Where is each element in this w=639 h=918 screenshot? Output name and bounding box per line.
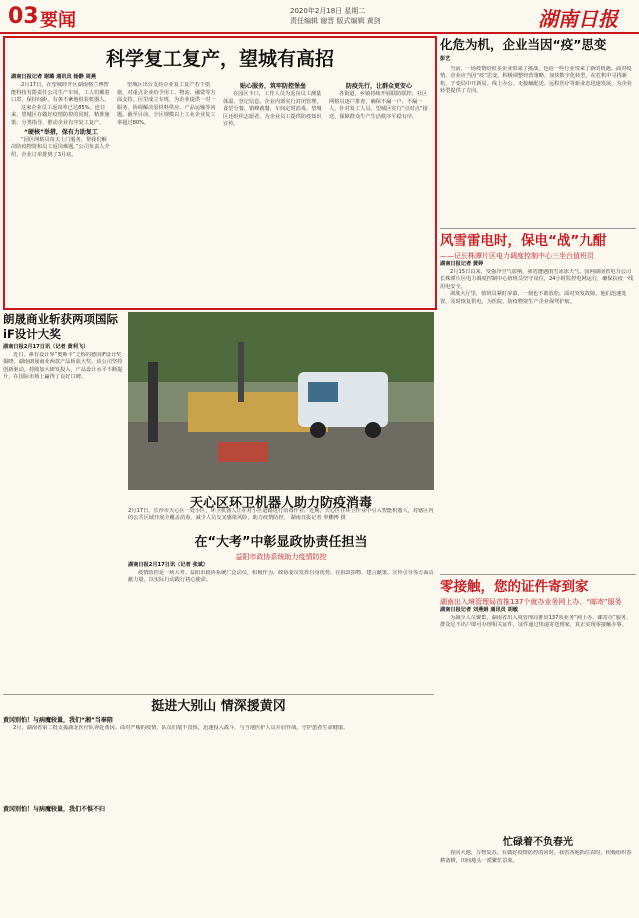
exit-entry-byline: 湖南日报记者 刘燕娟 通讯员 胡敏 bbox=[440, 607, 519, 613]
lead-paragraph: 在园区卡口，工作人员为返岗员工测量体温、登记信息。企业内部实行封闭管理，食堂分餐、错峰就餐，车间定时消毒。望城区还组织志愿者，为企业员工提供防疫知识宣传。 bbox=[223, 91, 322, 128]
commentary-paragraph: 当前，一场疫情给很多企业带来了挑战，也给一些行业带来了新的机遇。面对疫情，企业应当因“疫”思变，积极调整经营策略，加快数字化转型，在危机中寻找新机，于变局中开新局。线上办公、无接触配送、远程医疗等新业态迅速发展，为企业转型提供了方向。 bbox=[440, 65, 632, 95]
huanggang-subhead: 黄冈别怕！与病魔较量，我们“湘”当奉陪 bbox=[3, 717, 113, 724]
exit-entry-title: 零接触，您的证件寄到家 bbox=[440, 579, 589, 595]
lead-subhead: 防疫先行，让群众更安心 bbox=[345, 83, 412, 90]
lead-paragraph: 望城区出台支持企业复工复产若干措施，对重点企业给予用工、物流、融资等方面支持。区里成立专班，为企业提供一对一服务，协调解决原材料供应、产品运输等问题。截至目前，全区规模以上工业企业复工率超过80%。 bbox=[117, 82, 216, 126]
yiyang-subtitle: 益阳市政协系统助力疫情防控 bbox=[235, 553, 327, 561]
yiyang-paragraph: 疫情防控是一场大考。益阳市政协系统广泛动员，积极作为，政协委员发挥自身优势，在捐款捐物、建言献策、宣传引导等方面贡献力量，以实际行动践行初心使命。 bbox=[128, 569, 434, 584]
power-article bbox=[440, 232, 636, 572]
lead-subhead: “硬核”举措，保有力助复工 bbox=[24, 128, 98, 136]
header-info bbox=[290, 6, 430, 26]
yiyang-article bbox=[128, 534, 434, 684]
exit-entry-subtitle: 湖南出入境管理局首推137个就办业务网上办、“邮寄”服务 bbox=[440, 598, 622, 606]
divider bbox=[3, 694, 434, 695]
langsheng-title: 朗晟商业斩获两项国际iF设计大奖 bbox=[3, 312, 118, 341]
spring-title: 忙碌着不负春光 bbox=[503, 837, 573, 848]
lead-subhead: 贴心服务，筑牢防控堡垒 bbox=[239, 83, 306, 90]
commentary-byline: 彭艺 bbox=[440, 56, 451, 62]
huanggang-article bbox=[3, 698, 434, 914]
commentary-body bbox=[440, 66, 636, 226]
huanggang-title: 挺进大别山 情深援黄冈 bbox=[151, 699, 286, 714]
spring-body bbox=[440, 850, 636, 910]
power-subtitle: ——记长株潭片区电力调度控制中心三坐台值班员 bbox=[440, 252, 594, 260]
photo-caption bbox=[128, 508, 434, 530]
power-title: 风雪雷电时，保电“战”九酣 bbox=[440, 233, 607, 249]
spring-article bbox=[440, 836, 636, 914]
langsheng-body bbox=[3, 352, 123, 682]
commentary-title: 化危为机，企业当因“疫”思变 bbox=[440, 37, 607, 52]
photo-caption-title: 天心区环卫机器人助力防疫消毒 bbox=[189, 496, 372, 511]
photo-illustration bbox=[128, 312, 434, 490]
yiyang-byline: 湖南日报2月17日讯（记者 张斌） bbox=[128, 562, 209, 568]
commentary-article bbox=[440, 36, 636, 226]
lead-paragraph: “园区网格员每天上门服务，帮我们解决防疫物资和员工返岗难题。”公司负责人介绍，企业订单排到了3月底。 bbox=[11, 136, 110, 158]
lead-paragraph: 各街道、乡镇持续开展联防联控，社区网格员逐户排查，确保不漏一户、不漏一人。针对复工人员，望城区实行“点对点”接送，保障群众生产生活秩序平稳有序。 bbox=[329, 91, 428, 120]
lead-col-1 bbox=[11, 82, 111, 302]
exit-entry-article bbox=[440, 578, 636, 728]
power-paragraph: 2月15日以来，受强冷空气影响，我省遭遇雨雪冰冻天气。国网湖南省电力公司长株潭片区电力调度控制中心值班员坚守岗位，24小时监控电网运行，确保抗疫一线用电安全。 bbox=[440, 268, 634, 290]
lead-byline: 湖南日报记者 谢璐 通讯员 杨静 周燕 bbox=[11, 74, 97, 80]
exit-entry-paragraph: 为减少人员聚集，湖南省出入境管理局推出137项业务“网上办、邮寄办”服务，群众足不出户即可办理相关证件，证件通过快递寄送到家，真正实现零接触办事。 bbox=[440, 614, 632, 629]
section-name: 要闻 bbox=[40, 10, 76, 31]
langsheng-article bbox=[3, 312, 123, 692]
yiyang-title: 在“大考”中彰显政协责任担当 bbox=[194, 535, 368, 550]
exit-entry-body bbox=[440, 615, 636, 710]
photo-credit: 湖南日报记者 辜鹏博 摄 bbox=[290, 515, 346, 522]
divider bbox=[440, 228, 636, 229]
issue-date: 2020年2月18日 星期二 bbox=[290, 7, 366, 15]
lead-title: 科学复工复产，望城有高招 bbox=[105, 48, 334, 70]
lead-col-4 bbox=[329, 82, 429, 302]
huanggang-body bbox=[3, 725, 434, 805]
spring-paragraph: 春回大地，万物复苏。在做好疫情防控的同时，我省各地抓住农时，积极组织春耕备耕，田间地头一派繁忙景象。 bbox=[440, 850, 632, 864]
photo-caption-text: 2月17日，长沙市天心区一处小区，环卫机器人正在对小区道路进行消毒作业。近期，天心区在环卫作业中引入智能机器人，对辖区内的公共区域开展全覆盖消毒，减少人员交叉感染风险，助力疫情防控。 bbox=[128, 508, 434, 522]
power-byline: 湖南日报记者 黄婷 bbox=[440, 261, 484, 267]
huanggang-subhead: 黄冈别怕！与病魔较量，我们不惧不归 bbox=[3, 806, 106, 813]
page-header bbox=[0, 0, 639, 34]
editor-line: 责任编辑 谢晋 版式编辑 黄剑 bbox=[290, 17, 381, 25]
page-number: 03 bbox=[8, 4, 39, 29]
lead-col-2 bbox=[117, 82, 217, 302]
power-body bbox=[440, 269, 636, 559]
newspaper-logo: 湖南日报 bbox=[538, 7, 618, 31]
huanggang-paragraph: 2月，湖南省第二批支援湖北医疗队奔赴黄冈。面对严峻的疫情，队员们毫不畏惧，迅速投入战斗，与当地医护人员并肩作战，守护患者生命健康。 bbox=[13, 725, 349, 731]
power-paragraph: 调度大厅里，值班员紧盯屏幕，一刻也不敢放松。面对突发故障，他们迅速处置，及时恢复供电，为医院、防疫物资生产企业保驾护航。 bbox=[440, 291, 627, 305]
lead-paragraph: 2月17日，在望城经开区湖南格兰博智能科技有限责任公司生产车间，工人们戴着口罩、保持间距，有条不紊地组装机器人。 bbox=[11, 82, 110, 104]
lead-article-box bbox=[3, 36, 437, 310]
langsheng-paragraph: 近日，素有设计界“奥斯卡”之称的德国iF设计奖揭晓，湖南朗晟商业两款产品斩获大奖。该公司坚持创新驱动，持续加大研发投入，产品设计水平不断提升，在国际市场上赢得了良好口碑。 bbox=[3, 351, 123, 381]
langsheng-byline: 湖南日报2月17日讯（记者 黄利飞） bbox=[3, 344, 89, 350]
news-photo bbox=[128, 312, 434, 490]
lead-col-3 bbox=[223, 82, 323, 302]
yiyang-body bbox=[128, 570, 434, 676]
divider bbox=[440, 574, 636, 575]
lead-paragraph: 这家企业员工返岗率已达85%。连日来，望城区在做好疫情防控的同时，精准施策、分类指导，推动企业有序复工复产。 bbox=[11, 104, 110, 126]
